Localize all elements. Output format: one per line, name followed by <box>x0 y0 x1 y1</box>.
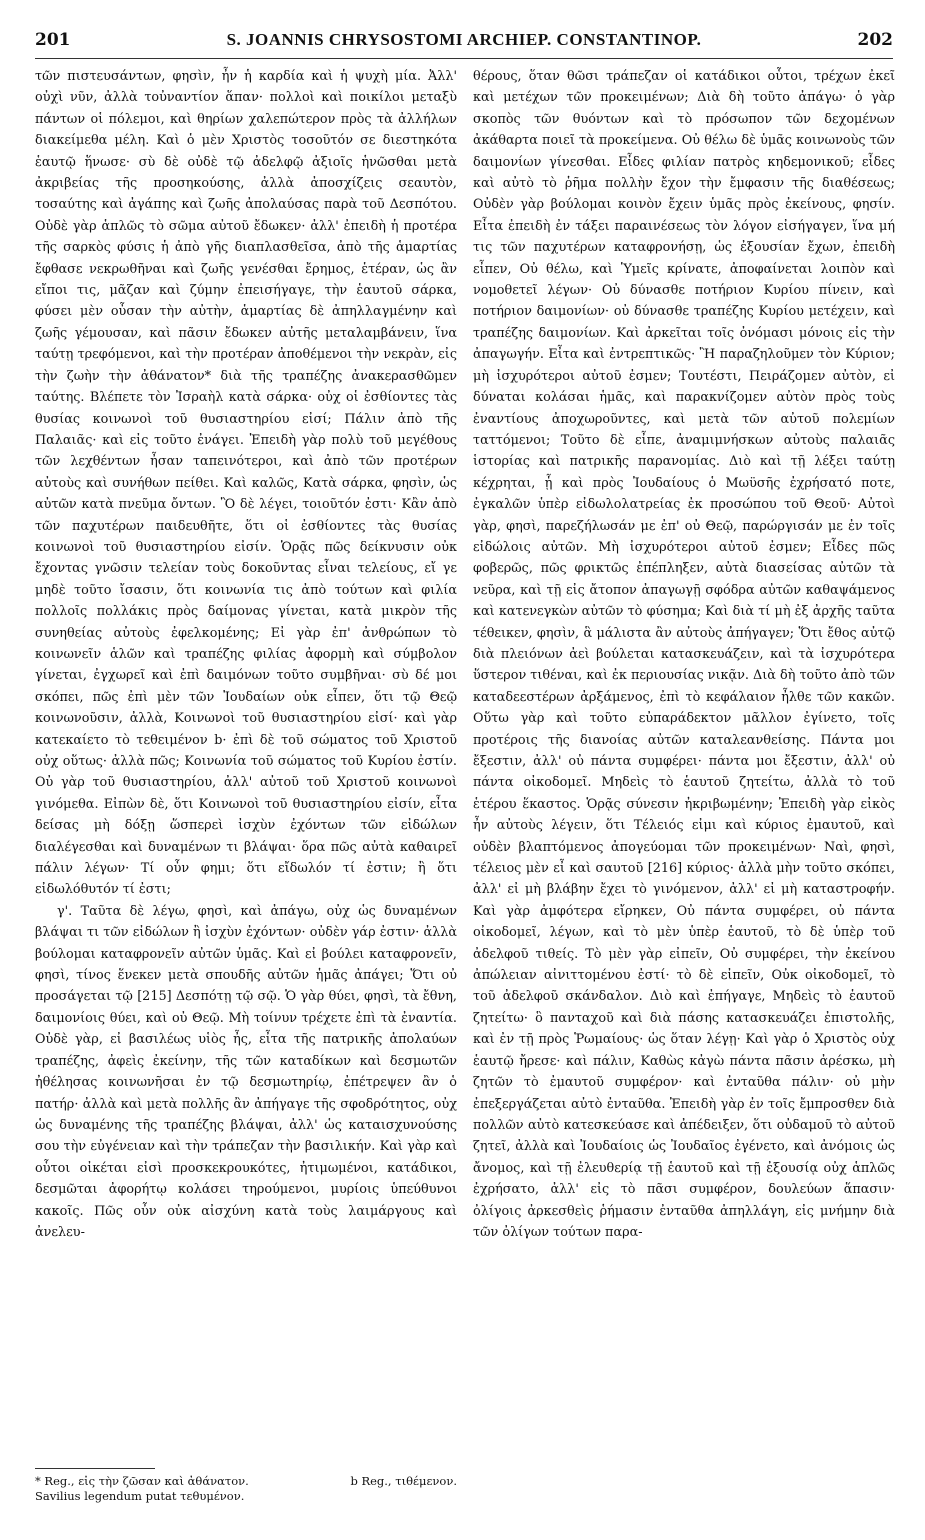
right-paragraph: θέρους, ὅταν θῶσι τράπεζαν οἱ κατάδικοι οὗτοι, τρέχων ἐκεῖ καὶ μετέχων τῶν προκειμένων; Διὰ δὴ τοῦτο ἀπάγω· ὁ γὰρ σκοπὸς τῶν θυόντων καὶ τὸ πρόσωπον τῶν δεχομένων ἀκάθαρτα ποιεῖ τὰ προκείμενα. Οὐ θέλω δὲ ὑμᾶς κοινωνοὺς τῶν δαιμονίων γίνεσθαι. Εἶδες φιλίαν πατρὸς κηδεμονικοῦ; εἶδες καὶ αὐτὸ τὸ ῥῆμα πολλὴν ἔχον τὴν ἔμφασιν τῆς διαθέσεως; Οὐδὲν γὰρ βούλομαι κοινὸν ἔχειν ὑμᾶς πρὸς ἐκείνους, φησίν. Εἶτα ἐπειδὴ ἐν τάξει παραινέσεως τὸν λόγον εἰσήγαγεν, ἵνα μή τις τῶν παχυτέρων καταφρονήσῃ, ὡς ἐξουσίαν ἔχων, ἐπειδὴ εἶπεν, Οὐ θέλω, καὶ Ὑμεῖς κρίνατε, ἀποφαίνεται λοιπὸν καὶ νομοθετεῖ λέγων· Οὐ δύνασθε ποτήριον Κυρίου πίνειν, καὶ ποτήριον δαιμονίων· οὐ δύνασθε τραπέζης Κυρίου μετέχειν, καὶ τραπέζης δαιμονίων. Καὶ ἀρκεῖται τοῖς ὀνόμασι μόνοις εἰς τὴν ἀπαγωγήν. Εἶτα καὶ ἐντρεπτικῶς· Ἢ παραζηλοῦμεν τὸν Κύριον; μὴ ἰσχυρότεροι αὐτοῦ ἐσμεν; Τουτέστι, Πειράζομεν αὐτὸν, εἰ δύναται κολάσαι ἡμᾶς, καὶ παρακνίζομεν αὐτὸν πρὸς τοὺς ἐναντίους ἀποχωροῦντες, καὶ μετὰ τῶν αὐτοῦ πολεμίων ταττόμενοι; Τοῦτο δὲ εἶπε, ἀναμιμνήσκων αὐτοὺς παλαιᾶς ἱστορίας καὶ πατρικῆς παρανομίας. Διὸ καὶ τῇ λέξει ταύτῃ κέχρηται, ᾗ καὶ πρὸς Ἰουδαίους ὁ Μωϋσῆς ἐχρήσατό ποτε, ἐγκαλῶν ὑπὲρ εἰδωλολατρείας ἐκ προσώπου τοῦ Θεοῦ· Αὐτοὶ γὰρ, φησὶ, παρεζήλωσάν με ἐπ' οὐ Θεῷ, παρώργισάν με ἐν τοῖς εἰδώλοις αὐτῶν. Μὴ ἰσχυρότεροι αὐτοῦ ἐσμεν; Εἶδες πῶς φοβερῶς, πῶς φρικτῶς ἐπέπληξεν, αὐτὰ διασείσας αὐτῶν τὰ νεῦρα, καὶ τῇ εἰς ἄτοπον ἀπαγωγῇ σφόδρα αὐτῶν καθαψάμενος καὶ κατενεγκὼν αὐτῶν τὸ φύσημα; Καὶ διὰ τί μὴ ἐξ ἀρχῆς ταῦτα τέθεικεν, φησὶν, ἃ μάλιστα ἂν αὐτοὺς ἀπήγαγεν; Ὅτι ἔθος αὐτῷ διὰ πλειόνων ἀεὶ βούλεται κατασκευάζειν, καὶ τὰ ἰσχυρότερα ὕστερον τιθέναι, καὶ ἐκ περιουσίας νικᾷν. Διὰ δὴ τοῦτο ἀπὸ τῶν καταδεεστέρων ἀρξάμενος, ἐπὶ τὸ κεφάλαιον ἦλθε τῶν κακῶν. Οὕτω γὰρ καὶ τοῦτο εὐπαράδεκτον μᾶλλον ἐγίνετο, τοῖς προτέροις τῆς διανοίας αὐτῶν καταλεανθείσης. Πάντα μοι ἔξεστιν, ἀλλ' οὐ πάντα συμφέρει· πάντα μοι ἔξεστιν, ἀλλ' οὐ πάντα οἰκοδομεῖ. Μηδεὶς τὸ ἑαυτοῦ ζητείτω, ἀλλὰ τὸ τοῦ ἑτέρου ἕκαστος. Ὁρᾷς σύνεσιν ἠκριβωμένην; Ἐπειδὴ γὰρ εἰκὸς ἦν αὐτοὺς λέγειν, ὅτι Τέλειός εἰμι καὶ κύριος ἐμαυτοῦ, καὶ οὐδὲν βλαπτόμενος ἀπογεύομαι τῶν προκειμένων· Ναὶ, φησὶ, τέλειος μὲν εἶ καὶ σαυτοῦ [216] κύριος· ἀλλὰ μὴν τοῦτο σκόπει, ἀλλ' εἰ μὴ βλάβην ἔχει τὸ γινόμενον, ἀλλ' εἰ μὴ καταστροφήν. Καὶ γὰρ ἀμφότερα εἴρηκεν, Οὐ πάντα συμφέρει, οὐ πάντα οἰκοδομεῖ, λέγων, καὶ τὸ μὲν ὑπὲρ ἑαυτοῦ, τὸ δὲ ὑπὲρ τοῦ ἀδελφοῦ τιθείς. Τὸ μὲν γὰρ εἰπεῖν, Οὐ συμφέρει, τὴν ἐκείνου ἀπώλειαν αἰνιττομένου ἐστί· τὸ δὲ εἰπεῖν, Οὐκ οἰκοδομεῖ, τὸ τοῦ ἀδελφοῦ σκάνδαλον. Διὸ καὶ ἐπήγαγε, Μηδεὶς τὸ ἑαυτοῦ ζητείτω· ὃ πανταχοῦ καὶ διὰ πάσης κατασκευάζει ἐπιστολῆς, καὶ ἐν τῇ πρὸς Ῥωμαίους· ὡς ὅταν λέγῃ· Καὶ γὰρ ὁ Χριστὸς οὐχ ἑαυτῷ ἤρεσε· καὶ πάλιν, Καθὼς κἀγὼ πάντα πᾶσιν ἀρέσκω, μὴ ζητῶν τὸ ἐμαυτοῦ συμφέρον· καὶ ἐνταῦθα πάλιν· οὐ μὴν ἐπεξεργάζεται αὐτὸ ἐνταῦθα. Ἐπειδὴ γὰρ ἐν τοῖς ἔμπροσθεν διὰ πολλῶν αὐτὸ κατεσκεύασε καὶ ἀπέδειξεν, ὅτι οὐδαμοῦ τὸ αὐτοῦ ζητεῖ, ἀλλὰ καὶ Ἰουδαίοις ὡς Ἰουδαῖος ἐγένετο, καὶ ἀνόμοις ὡς ἄνομος, καὶ τῇ ἐλευθερίᾳ τῇ ἑαυτοῦ καὶ τῇ ἐξουσίᾳ οὐχ ἁπλῶς ἐχρήσατο, ἀλλ' εἰς τὸ πᾶσι συμφέρον, δουλεύων ἅπασιν· ὀλίγοις ἀρκεσθεὶς ῥήμασιν ἐνταῦθα ἀπηλλάγη, εἰς μνήμην διὰ τῶν ὀλίγων τούτων παρα- <box>473 69 895 1240</box>
left-paragraph: τῶν πιστευσάντων, φησὶν, ἦν ἡ καρδία καὶ ἡ ψυχὴ μία. Ἀλλ' οὐχὶ νῦν, ἀλλὰ τοὐναντίον ἅπαν· πολλοὶ καὶ ποικίλοι μεταξὺ πάντων οἱ πόλεμοι, καὶ θηρίων χαλεπώτερον πρὸς τὰ ἀλλήλων διακείμεθα μέλη. Καὶ ὁ μὲν Χριστὸς τοσοῦτόν σε διεστηκότα ἑαυτῷ ἥνωσε· σὺ δὲ οὐδὲ τῷ ἀδελφῷ ἀξιοῖς ἡνῶσθαι μετὰ ἀκριβείας τῆς προσηκούσης, ἀλλὰ ἀποσχίζεις σεαυτὸν, τοσαύτης καὶ ἀγάπης καὶ ζωῆς ἀπολαύσας παρὰ τοῦ Δεσπότου. Οὐδὲ γὰρ ἁπλῶς τὸ σῶμα αὐτοῦ ἔδωκεν· ἀλλ' ἐπειδὴ ἡ προτέρα τῆς σαρκὸς φύσις ἡ ἀπὸ γῆς διαπλασθεῖσα, ἀπὸ τῆς ἁμαρτίας ἔφθασε νεκρωθῆναι καὶ ζωῆς γενέσθαι ἔρημος, ἑτέραν, ὡς ἂν εἴποι τις, μᾶζαν καὶ ζύμην ἐπεισήγαγε, τὴν ἑαυτοῦ σάρκα, φύσει μὲν οὖσαν τὴν αὐτὴν, ἁμαρτίας δὲ ἀπηλλαγμένην καὶ ζωῆς γέμουσαν, καὶ πᾶσιν ἔδωκεν αὐτῆς μεταλαμβάνειν, ἵνα ταύτῃ τρεφόμενοι, καὶ τὴν προτέραν ἀποθέμενοι τὴν νεκρὰν, εἰς τὴν ζωὴν τὴν ἀθάνατον* διὰ τῆς τραπέζης ἀνακερασθῶμεν ταύτης. Βλέπετε τὸν Ἰσραὴλ κατὰ σάρκα· οὐχ οἱ ἐσθίοντες τὰς θυσίας κοινωνοὶ τοῦ θυσιαστηρίου εἰσί; Πάλιν ἀπὸ τῆς Παλαιᾶς· καὶ εἰς τοῦτο ἐνάγει. Ἐπειδὴ γὰρ πολὺ τοῦ μεγέθους τῶν λεχθέντων ἦσαν ταπεινότεροι, καὶ ἀπὸ τῶν προτέρων αὐτοὺς καὶ συνήθων πείθει. Καὶ καλῶς, Κατὰ σάρκα, φησὶν, ὡς αὐτῶν κατὰ πνεῦμα ὄντων. Ὃ δὲ λέγει, τοιοῦτόν ἐστι· Κἂν ἀπὸ τῶν παχυτέρων παιδευθῆτε, ὅτι οἱ ἐσθίοντες τὰς θυσίας κοινωνοὶ τοῦ θυσιαστηρίου εἰσίν. Ὁρᾷς πῶς δείκνυσιν οὐκ ἔχοντας γνῶσιν τελείαν τοὺς δοκοῦντας εἶναι τελείους, εἴ γε μηδὲ τοῦτο ἴσασιν, ὅτι κοινωνία τις ἀπὸ τούτων καὶ φιλία πολλοῖς πολλάκις πρὸς δαίμονας γίνεται, κατὰ μικρὸν τῆς συνηθείας αὐτοὺς ἐφελκομένης; Εἰ γὰρ ἐπ' ἀνθρώπων τὸ κοινωνεῖν ἁλῶν καὶ τραπέζης φιλίας ἀφορμὴ καὶ σύμβολον γίνεται, ἐγχωρεῖ καὶ ἐπὶ δαιμόνων τοῦτο συμβῆναι· σὺ δέ μοι σκόπει, πῶς ἐπὶ μὲν τῶν Ἰουδαίων οὐκ εἶπεν, ὅτι τῷ Θεῷ κοινωνοῦσιν, ἀλλὰ, Κοινωνοὶ τοῦ θυσιαστηρίου εἰσί· καὶ γὰρ κατεκαίετο τὸ τεθειμένον b· ἐπὶ δὲ τοῦ σώματος τοῦ Χριστοῦ οὐχ οὕτως· ἀλλὰ πῶς; Κοινωνία τοῦ σώματος τοῦ Κυρίου ἐστίν. Οὐ γὰρ τοῦ θυσιαστηρίου, ἀλλ' αὐτοῦ τοῦ Χριστοῦ κοινωνοὶ γινόμεθα. Εἰπὼν δὲ, ὅτι Κοινωνοὶ τοῦ θυσιαστηρίου εἰσίν, εἶτα δείσας μὴ δόξῃ ὥσπερεὶ ἰσχὺν ἐχόντων τῶν εἰδώλων διαλέγεσθαι καὶ δυναμένων τι βλάψαι· ὅρα πῶς αὐτὰ καθαιρεῖ πάλιν λέγων· Τί οὖν φημι; ὅτι εἴδωλόν τί ἐστιν; ἢ ὅτι εἰδωλόθυτόν τί ἐστι; <box>35 69 457 898</box>
footnote-a: * Reg., εἰς τὴν ζῶσαν καὶ ἀθάνατον. <box>35 1474 249 1488</box>
footnote-c: Savilius legendum putat τεθυμένον. <box>35 1489 245 1503</box>
page-number-left: 201 <box>35 30 71 50</box>
footnote-row <box>35 1474 457 1489</box>
left-paragraph: γ'. Ταῦτα δὲ λέγω, φησὶ, καὶ ἀπάγω, οὐχ ὡς δυναμένων βλάψαι τι τῶν εἰδώλων ἢ ἰσχὺν ἐχόντων· οὐδὲν γάρ ἐστιν· ἀλλὰ βούλομαι καταφρονεῖν αὐτῶν ὑμᾶς. Καὶ εἰ βούλει καταφρονεῖν, φησὶ, τίνος ἕνεκεν μετὰ σπουδῆς αὐτῶν ἡμᾶς ἀπάγει; Ὅτι οὐ προσάγεται τῷ [215] Δεσπότῃ τῷ σῷ. Ὁ γὰρ θύει, φησὶ, τὰ ἔθνη, δαιμονίοις θύει, καὶ οὐ Θεῷ. Μὴ τοίνυν τρέχετε ἐπὶ τὰ ἐναντία. Οὐδὲ γὰρ, εἰ βασιλέως υἱὸς ἦς, εἶτα τῆς πατρικῆς ἀπολαύων τραπέζης, ἀφεὶς ἐκείνην, τῆς τῶν καταδίκων καὶ δεσμωτῶν ἠθέλησας κοινωνῆσαι ἐν τῷ δεσμωτηρίῳ, ἐπέτρεψεν ἂν ὁ πατήρ· ἀλλὰ καὶ μετὰ πολλῆς ἂν ἀπήγαγε τῆς σφοδρότητος, οὐχ ὡς δυναμένης τῆς τραπέζης βλάψαι, ἀλλ' ὡς καταισχυνούσης σου τὴν εὐγένειαν καὶ τὴν τράπεζαν τὴν βασιλικήν. Καὶ γὰρ καὶ οὗτοι οἰκέται εἰσὶ προσκεκρουκότες, ἠτιμωμένοι, κατάδικοι, δεσμῶται ἀφορήτῳ κολάσει τηρούμενοι, μυρίοις ὑπεύθυνοι κακοῖς. Πῶς οὖν οὐκ αἰσχύνη κατὰ τοὺς λαιμάργους καὶ ἀνελευ- <box>35 903 457 1240</box>
running-header <box>35 30 893 60</box>
left-column <box>35 66 457 1243</box>
running-title: S. JOANNIS CHRYSOSTOMI ARCHIEP. CONSTANTINOP. <box>226 30 702 49</box>
footnote-b: b Reg., τιθέμενον. <box>350 1474 457 1488</box>
right-column <box>473 66 895 1243</box>
footnotes <box>35 1474 457 1504</box>
header-rule <box>35 58 893 59</box>
footnote-rule <box>35 1468 155 1469</box>
page-number-right: 202 <box>857 30 893 50</box>
